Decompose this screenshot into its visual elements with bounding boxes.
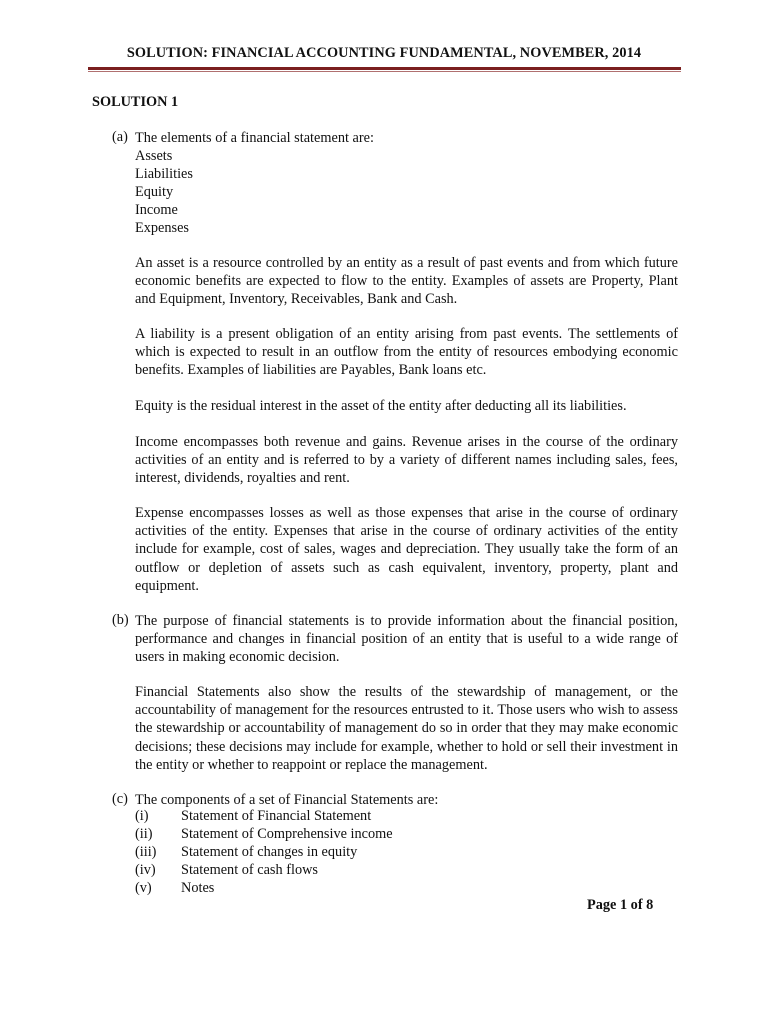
expense-paragraph: Expense encompasses losses as well as those expenses that arise in the course of ordinary activities of the entity. Expenses that arise in the course of ordinary activities of the entity include for example, cost of sales, wages and depreciation. They usually take the form of an outflow or depletion of assets such as cash equivalent, inventory, property, plant and equipment. bbox=[135, 505, 678, 594]
part-a-intro: The elements of a financial statement are: bbox=[135, 130, 374, 146]
component-item: Notes bbox=[181, 880, 215, 896]
element-item: Equity bbox=[135, 184, 174, 200]
stewardship-paragraph: Financial Statements also show the results of the stewardship of management, or the accountability of management for the resources entrusted to it. Those users who wish to assess the stewardship or accountability of management do so in order that they may make economic decisions; these decisions may include for example, whether to hold or sell their investment in the entity or whether to reappoint or replace the management. bbox=[135, 684, 678, 773]
part-a-label: (a) bbox=[112, 129, 128, 145]
purpose-paragraph: The purpose of financial statements is to provide information about the financial position, performance and changes in financial position of an entity that is useful to a wide range of users in making economic decision. bbox=[135, 613, 678, 666]
part-c-label: (c) bbox=[112, 791, 128, 807]
component-item: Statement of Financial Statement bbox=[181, 808, 372, 824]
component-number: (iii) bbox=[135, 844, 157, 860]
component-item: Statement of cash flows bbox=[181, 862, 318, 878]
component-item: Statement of Comprehensive income bbox=[181, 826, 393, 842]
page-number: Page 1 of 8 bbox=[587, 897, 654, 913]
component-number: (i) bbox=[135, 808, 149, 824]
header-divider bbox=[88, 67, 681, 70]
liability-paragraph: A liability is a present obligation of an entity arising from past events. The settlements of which is expected to result in an outflow from the entity of resources embodying economic benefits. Examples of liabilities are Payables, Bank loans etc. bbox=[135, 326, 678, 379]
component-number: (iv) bbox=[135, 862, 156, 878]
solution-heading: SOLUTION 1 bbox=[92, 94, 179, 110]
part-b-label: (b) bbox=[112, 612, 129, 628]
component-item: Statement of changes in equity bbox=[181, 844, 358, 860]
asset-paragraph: An asset is a resource controlled by an entity as a result of past events and from which future economic benefits are expected to flow to the entity. Examples of assets are Property, Plant and Equipment, Inventory, Receivables, Bank and Cash. bbox=[135, 255, 678, 308]
element-item: Income bbox=[135, 202, 178, 218]
component-number: (v) bbox=[135, 880, 152, 896]
header-divider-thin bbox=[88, 71, 681, 72]
element-item: Liabilities bbox=[135, 166, 193, 182]
income-paragraph: Income encompasses both revenue and gains. Revenue arises in the course of the ordinary activities of an entity and is referred to by a variety of different names including sales, fees, interest, dividends, royalties and rent. bbox=[135, 434, 678, 487]
page-header-title: SOLUTION: FINANCIAL ACCOUNTING FUNDAMENTAL, NOVEMBER, 2014 bbox=[126, 45, 642, 61]
component-number: (ii) bbox=[135, 826, 153, 842]
part-c-intro: The components of a set of Financial Statements are: bbox=[135, 792, 439, 808]
element-item: Expenses bbox=[135, 220, 189, 236]
element-item: Assets bbox=[135, 148, 173, 164]
equity-paragraph: Equity is the residual interest in the asset of the entity after deducting all its liabilities. bbox=[135, 398, 627, 414]
